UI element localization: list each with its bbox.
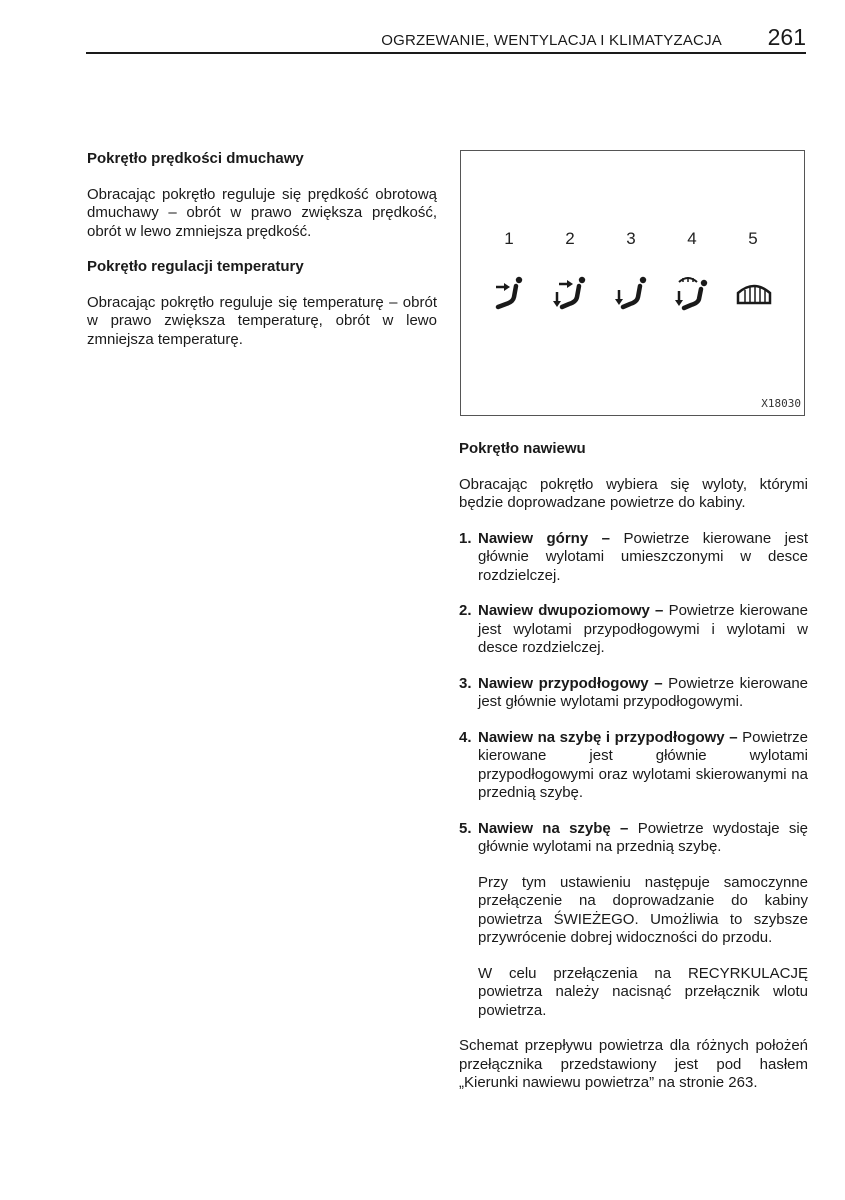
- vent-mode-figure: [460, 150, 805, 416]
- list-item-number: 4.: [459, 728, 472, 746]
- vent-mode-list: [459, 530, 808, 1021]
- list-item-text: Powietrze wydostaje się głównie wylotami na przednią szybę.: [478, 819, 809, 855]
- list-item-title: Nawiew górny –: [478, 529, 610, 547]
- left-column: [87, 150, 437, 366]
- list-item-title: Nawiew dwupoziomowy –: [478, 602, 664, 619]
- list-item: [459, 820, 808, 1021]
- blower-heading: Pokrętło prędkości dmuchawy: [87, 150, 304, 167]
- vent-heading: Pokrętło nawiewu: [459, 440, 586, 457]
- list-item-text: Powietrze kierowane jest głównie wylotami przypodłogowymi oraz wylotami skierowanymi na przednią szybę.: [478, 728, 808, 801]
- list-item-number: 5.: [459, 819, 472, 837]
- foot-defrost-icon: [673, 273, 713, 313]
- figure-code: X18030: [761, 397, 801, 410]
- right-column: [459, 440, 808, 1110]
- list-item-number: 2.: [459, 602, 472, 619]
- page-number: 261: [767, 24, 806, 50]
- list-item: [459, 602, 808, 658]
- foot-vent-icon: [612, 273, 652, 313]
- list-item-title: Nawiew na szybę –: [478, 819, 629, 837]
- list-item-text: Powietrze kierowane jest głównie wylotami umieszczonymi w desce rozdzielczej.: [478, 529, 808, 584]
- face-vent-icon: [490, 273, 530, 313]
- list-item-number: 3.: [459, 674, 472, 692]
- figure-label-4: 4: [687, 229, 697, 248]
- figure-label-2: 2: [565, 229, 575, 248]
- figure-label-3: 3: [626, 229, 636, 248]
- temperature-paragraph: Obracając pokrętło reguluje się temperaturę – obrót w prawo zwiększa temperaturę, obrót w lewo zmniejsza temperaturę.: [87, 293, 437, 348]
- figure-label-1: 1: [504, 229, 514, 248]
- list-item: [459, 729, 808, 803]
- page-header: [86, 26, 806, 54]
- list-item-number: 1.: [459, 529, 472, 547]
- vent-intro: Obracając pokrętło wybiera się wyloty, którymi będzie doprowadzane powietrze do kabiny.: [459, 475, 808, 511]
- bi-level-vent-icon: [551, 273, 591, 313]
- figure-label-5: 5: [748, 229, 758, 248]
- list-item-text: Powietrze kierowane jest wylotami przypodłogowymi i wylotami w desce rozdzielczej.: [478, 602, 808, 656]
- list-item-title: Nawiew na szybę i przypodłogowy –: [478, 728, 738, 746]
- temperature-heading: Pokrętło regulacji temperatury: [87, 258, 304, 275]
- blower-paragraph: Obracając pokrętło reguluje się prędkość obrotową dmuchawy – obrót w prawo zwiększa prędkość, obrót w lewo zmniejsza prędkość.: [87, 185, 437, 240]
- windshield-defrost-icon: [734, 273, 774, 313]
- section-title: OGRZEWANIE, WENTYLACJA I KLIMATYZACJA: [381, 32, 722, 49]
- list-item-title: Nawiew przypodłogowy –: [478, 674, 663, 692]
- list-item-text: Powietrze kierowane jest głównie wylotami przypodłogowymi.: [478, 674, 808, 710]
- closing-paragraph: Schemat przepływu powietrza dla różnych położeń przełącznika przedstawiony jest pod hasłem „Kierunki nawiewu powietrza” na stronie 263.: [459, 1037, 808, 1091]
- list-item: [459, 675, 808, 712]
- note-fresh-air: Przy tym ustawieniu następuje samoczynne przełączenie na doprowadzanie do kabiny powietrza ŚWIEŻEGO. Umożliwia to szybsze przywrócenie dobrej widoczności do przodu.: [478, 873, 808, 946]
- list-item: [459, 530, 808, 586]
- note-recirculation: W celu przełączenia na RECYRKULACJĘ powietrza należy nacisnąć przełącznik wlotu powietrza.: [478, 964, 808, 1019]
